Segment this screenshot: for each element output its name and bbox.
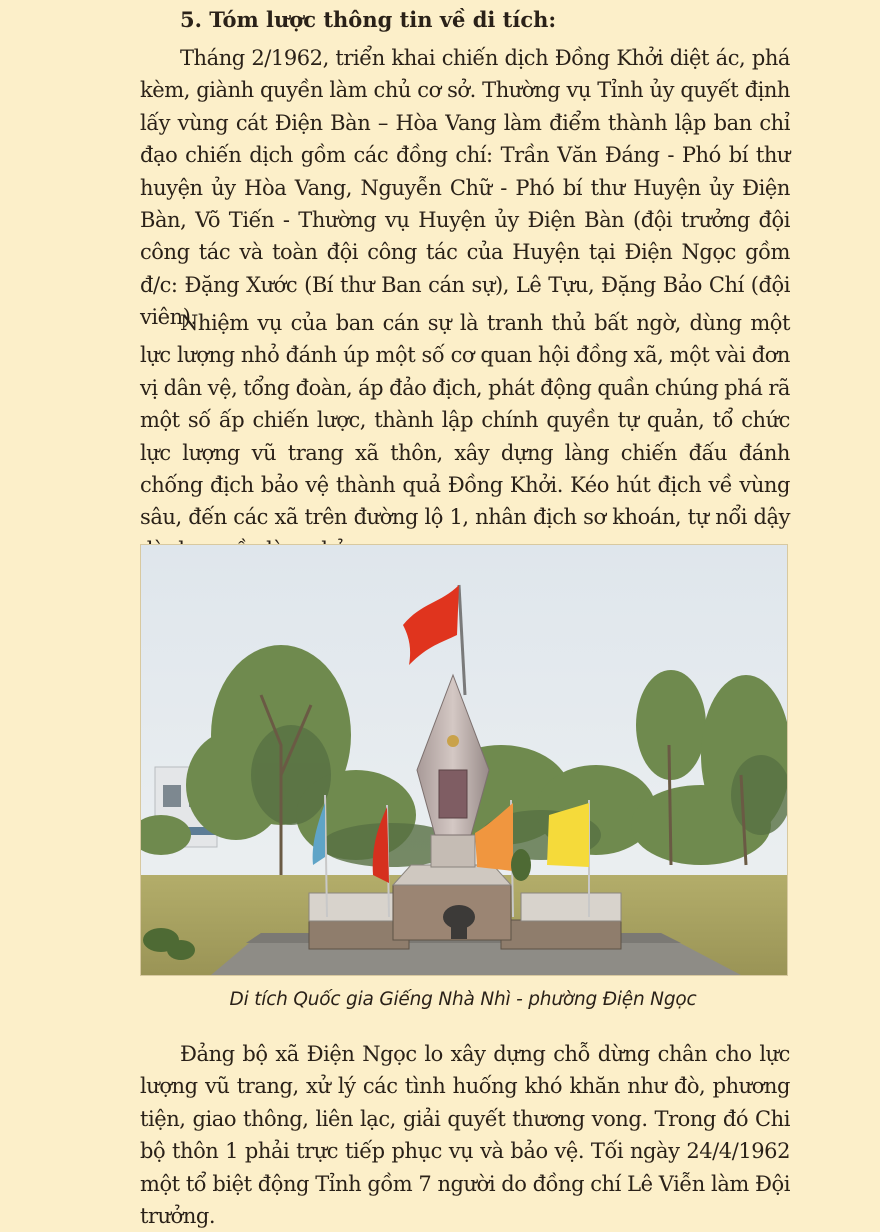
monument-photo xyxy=(140,544,788,976)
paragraph-3: Đảng bộ xã Điện Ngọc lo xây dựng chỗ dừng chân cho lực lượng vũ trang, xử lý các tình huống khó khăn như đò, phương tiện, giao thông, liên lạc, giải quyết thương vong. Trong đó Chi bộ thôn 1 phải trực tiếp phục vụ và bảo vệ. Tối ngày 24/4/1962 một tổ biệt động Tỉnh gồm 7 người do đồng chí Lê Viễn làm Đội trưởng. xyxy=(140,1042,790,1229)
paragraph-2: Nhiệm vụ của ban cán sự là tranh thủ bất ngờ, dùng một lực lượng nhỏ đánh úp một số cơ quan hội đồng xã, một vài đơn vị dân vệ, tổng đoàn, áp đảo địch, phát động quần chúng phá rã một số ấp chiến lược, thành lập chính quyền tự quản, tổ chức lực lượng vũ trang xã thôn, xây dựng làng chiến đấu đánh chống địch bảo vệ thành quả Đồng Khởi. Kéo hút địch về vùng sâu, đến các xã trên đường lộ 1, nhân địch sơ khoán, tự nổi dậy xyxy=(140,311,790,530)
figure-caption: Di tích Quốc gia Giếng Nhà Nhì - phường Điện Ngọc xyxy=(229,989,697,1010)
paragraph-1: Tháng 2/1962, triển khai chiến dịch Đồng Khởi diệt ác, phá kèm, giành quyền làm chủ cơ sở. Thường vụ Tỉnh ủy quyết định lấy vùng cát Điện Bàn – Hòa Vang làm điểm thành lập ban chỉ đạo chiến dịch gồm các đồng chí: Trần Văn Đáng - Phó bí thư huyện ủy Hòa Vang, Nguyễn Chữ - Phó bí thư Huyện ủy Điện Bàn, Võ Tiến - Thường vụ Huyện ủy Điện Bàn (đội trưởng đội công tác và toàn đội công tác của Huyện tại Điện Ngọc gồm đ/c: Đặng Xước (Bí thư Ban cán sự), Lê Tựu, Đặng Bảo Chí (đội viên). xyxy=(140,46,790,330)
section-heading: 5. Tóm lược thông tin về di tích: xyxy=(180,7,557,32)
